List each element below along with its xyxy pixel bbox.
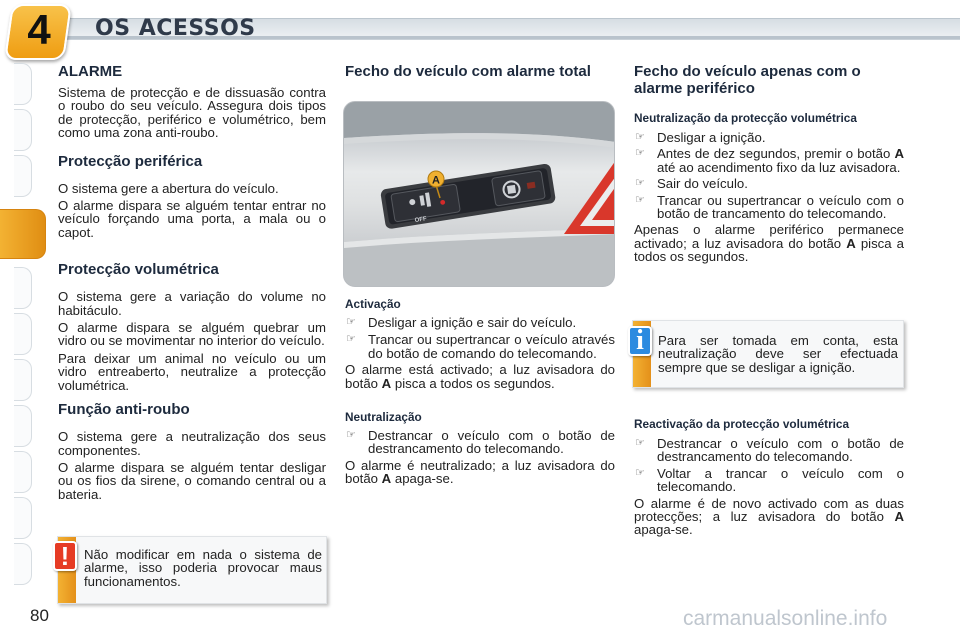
chapter-tab-2[interactable] [14, 109, 32, 151]
periferica-text-2: O alarme dispara se alguém tentar entrar no veículo forçando uma porta, a mala ou o capot. [58, 198, 326, 240]
hand-pointer-icon: ☞ [635, 466, 645, 479]
page-title: OS ACESSOS [95, 16, 256, 41]
neut-step-2 [634, 147, 904, 174]
neutralizacao-vol-heading: Neutralização da protecção volumétrica [634, 111, 857, 125]
react-status [634, 497, 904, 537]
neut-step-2-text-end: até ao acendimento fixo da luz avisadora. [657, 159, 901, 175]
button-a-ref: A [846, 235, 856, 251]
photo-button-off: OFF [414, 216, 428, 224]
photo-label-a: A [432, 174, 440, 187]
react-step-2-text: Voltar a trancar o veículo com o telecomando. [657, 465, 904, 495]
chapter-tab-1[interactable] [14, 63, 32, 105]
chapter-tab-rail [0, 55, 46, 585]
chapter-number: 4 [27, 6, 51, 53]
neutralizacao-status-text-end: apaga-se. [391, 471, 454, 487]
periferica-text-1: O sistema gere a abertura do veículo. [58, 180, 279, 196]
left-column [58, 63, 326, 501]
chapter-tab-8[interactable] [14, 405, 32, 447]
react-status-text: O alarme é de novo activado com as duas protecções; a luz avisadora do botão [634, 495, 904, 525]
neut-step-1 [634, 131, 904, 144]
middle-heading: Fecho do veículo com alarme total [345, 63, 591, 80]
reactivacao-section [634, 418, 904, 537]
activacao-step-1-text: Desligar a ignição e sair do veículo. [368, 315, 577, 330]
activacao-step-1 [345, 316, 615, 329]
page-header [0, 0, 960, 52]
hand-pointer-icon: ☞ [346, 316, 356, 328]
hand-pointer-icon: ☞ [346, 333, 356, 346]
hand-pointer-icon: ☞ [635, 437, 645, 449]
activacao-status-text: O alarme está activado; a luz avisadora do botão [345, 362, 615, 391]
button-a-ref: A [381, 471, 392, 487]
neut-step-4-text: Trancar ou supertrancar o veículo com o botão de trancamento do telecomando. [657, 192, 904, 222]
antiroubo-text-2: O alarme dispara se alguém tentar desligar ou os fios da sirene, o comando central ou a bateria. [58, 459, 326, 502]
chapter-tab-10[interactable] [14, 497, 32, 539]
button-a-ref: A [381, 375, 392, 391]
info-note [632, 320, 904, 388]
chapter-tab-11[interactable] [14, 543, 32, 585]
neut-step-3-text: Sair do veículo. [657, 176, 748, 192]
hand-pointer-icon: ☞ [635, 177, 645, 190]
react-step-1 [634, 437, 904, 464]
react-step-1-text: Destrancar o veículo com o botão de destrancamento do telecomando. [657, 436, 904, 465]
info-note-text: Para ser tomada em conta, esta neutralização deve ser efectuada sempre que se desligar a ignição. [658, 333, 898, 375]
neutralizacao-step-1 [345, 429, 615, 456]
antiroubo-heading: Função anti-roubo [58, 401, 190, 419]
chapter-tab-7[interactable] [14, 359, 32, 401]
neutralizacao-heading: Neutralização [345, 410, 422, 425]
neut-step-4 [634, 194, 904, 221]
neutralizacao-status-text: O alarme é neutralizado; a luz avisadora do botão [345, 457, 615, 487]
alarme-heading: ALARME [58, 63, 123, 80]
volumetrica-text-3: Para deixar um animal no veículo ou um vidro entreaberto, neutralize a protecção volumétrica. [58, 350, 326, 393]
neut-step-1-text: Desligar a ignição. [657, 130, 766, 145]
chapter-tab-9[interactable] [14, 451, 32, 493]
warning-note [57, 536, 327, 604]
neut-step-3 [634, 177, 904, 190]
right-column [634, 63, 904, 264]
chapter-tab-5[interactable] [14, 267, 32, 309]
alarme-text: Sistema de protecção e de dissuasão contra o roubo do seu veículo. Assegura dois tipos de protecção, periférico e volumétrico, bem como uma zona anti-roubo. [58, 85, 326, 141]
activacao-heading: Activação [345, 297, 401, 311]
volumetrica-text-1: O sistema gere a variação do volume no habitáculo. [58, 289, 326, 318]
volumetrica-text-2: O alarme dispara se alguém quebrar um vidro ou se movimentar no interior do veículo. [58, 320, 326, 349]
chapter-tab-4-active[interactable] [0, 209, 46, 259]
activacao-step-2-text: Trancar ou supertrancar o veículo através do botão de comando do telecomando. [368, 332, 615, 361]
neut-status [634, 223, 904, 263]
photo-illustration [344, 102, 615, 287]
volumetrica-heading: Protecção volumétrica [58, 261, 219, 279]
react-status-text-end: apaga-se. [634, 522, 693, 538]
page-number: 80 [30, 606, 49, 625]
chapter-tab-3[interactable] [14, 155, 32, 197]
chapter-tab-6[interactable] [14, 313, 32, 355]
middle-instructions [345, 298, 615, 486]
neutralizacao-status [345, 459, 615, 486]
alarm-button-photo [343, 101, 615, 287]
button-a-ref: A [894, 146, 904, 162]
activacao-status [345, 363, 615, 390]
hand-pointer-icon: ☞ [635, 147, 645, 160]
neut-status-text-end: pisca a todos os segundos. [634, 235, 904, 265]
neut-status-text: Apenas o alarme periférico permanece activado; a luz avisadora do botão [634, 222, 904, 251]
activacao-step-2 [345, 333, 615, 360]
hand-pointer-icon: ☞ [346, 429, 356, 442]
react-step-2 [634, 467, 904, 494]
warning-note-text: Não modificar em nada o sistema de alarme, isso poderia provocar maus funcionamentos. [84, 547, 322, 589]
right-heading: Fecho do veículo apenas com o alarme periférico [634, 63, 861, 97]
warning-icon: ! [53, 541, 77, 571]
middle-column [345, 63, 615, 80]
periferica-heading: Protecção periférica [58, 152, 203, 170]
hand-pointer-icon: ☞ [635, 193, 645, 206]
antiroubo-text-1: O sistema gere a neutralização dos seus componentes. [58, 429, 326, 458]
info-icon: i [628, 326, 652, 356]
reactivacao-heading: Reactivação da protecção volumétrica [634, 417, 850, 431]
neut-step-2-text: Antes de dez segundos, premir o botão [657, 146, 895, 162]
site-watermark: carmanualsonline.info [683, 607, 888, 630]
activacao-status-text-end: pisca a todos os segundos. [391, 375, 555, 391]
button-a-ref: A [894, 509, 904, 525]
hand-pointer-icon: ☞ [635, 131, 645, 143]
neutralizacao-step-1-text: Destrancar o veículo com o botão de destrancamento do telecomando. [368, 428, 615, 457]
